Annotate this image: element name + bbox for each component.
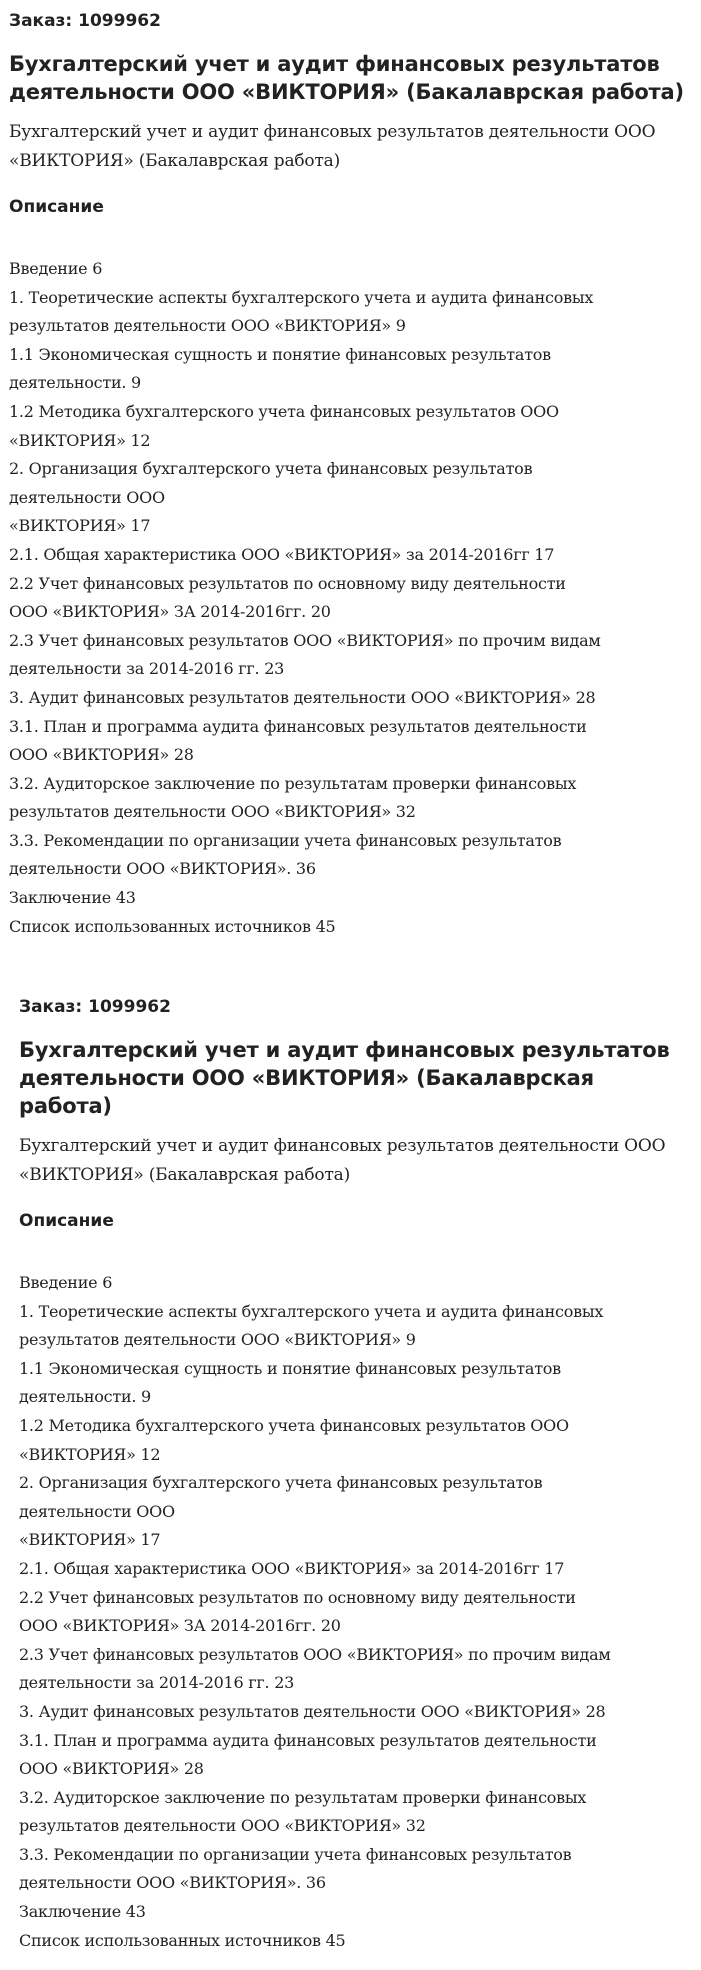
toc-line: деятельности ООО (19, 1501, 175, 1521)
toc-line: 1. Теоретические аспекты бухгалтерского учета и аудита финансовых (19, 1301, 604, 1321)
toc-line: 1.1 Экономическая сущность и понятие финансовых результатов (19, 1358, 561, 1378)
toc-line: 3.1. План и программа аудита финансовых результатов деятельности (9, 716, 587, 736)
toc-line: 2.3 Учет финансовых результатов ООО «ВИКТОРИЯ» по прочим видам (9, 630, 601, 650)
toc-line: «ВИКТОРИЯ» 17 (19, 1530, 161, 1550)
toc-line: «ВИКТОРИЯ» 17 (9, 516, 151, 536)
toc-line: деятельности за 2014-2016 гг. 23 (19, 1673, 295, 1693)
toc-line: 3.3. Рекомендации по организации учета финансовых результатов (9, 830, 562, 850)
toc-line: результатов деятельности ООО «ВИКТОРИЯ» 9 (19, 1330, 416, 1350)
order-card-2 (0, 996, 701, 1955)
toc-line: Список использованных источников 45 (9, 916, 336, 936)
toc-line: 1.1 Экономическая сущность и понятие финансовых результатов (9, 344, 551, 364)
work-subtitle: Бухгалтерский учет и аудит финансовых результатов деятельности ООО «ВИКТОРИЯ» (Бакалаврская работа) (9, 122, 656, 171)
order-number: Заказ: 1099962 (9, 11, 161, 31)
toc-line: 3. Аудит финансовых результатов деятельности ООО «ВИКТОРИЯ» 28 (19, 1701, 606, 1721)
toc-line: деятельности ООО «ВИКТОРИЯ». 36 (19, 1873, 326, 1893)
toc-line: 1.2 Методика бухгалтерского учета финансовых результатов ООО (9, 401, 559, 421)
work-title[interactable]: Бухгалтерский учет и аудит финансовых результатов деятельности ООО «ВИКТОРИЯ» (Бакалаврская работа) (9, 52, 684, 104)
toc-line: 2.3 Учет финансовых результатов ООО «ВИКТОРИЯ» по прочим видам (19, 1644, 611, 1664)
toc-line: ООО «ВИКТОРИЯ» 28 (9, 745, 194, 765)
table-of-contents (19, 1269, 691, 1955)
work-subtitle: Бухгалтерский учет и аудит финансовых результатов деятельности ООО «ВИКТОРИЯ» (Бакалаврская работа) (19, 1136, 666, 1185)
toc-line: результатов деятельности ООО «ВИКТОРИЯ» 32 (19, 1816, 426, 1836)
toc-line: 1. Теоретические аспекты бухгалтерского учета и аудита финансовых (9, 287, 594, 307)
toc-line: 2.2 Учет финансовых результатов по основному виду деятельности (9, 573, 566, 593)
toc-line: ООО «ВИКТОРИЯ» ЗА 2014-2016гг. 20 (9, 602, 331, 622)
toc-line: 1.2 Методика бухгалтерского учета финансовых результатов ООО (19, 1415, 569, 1435)
toc-line: 3.3. Рекомендации по организации учета финансовых результатов (19, 1844, 572, 1864)
toc-line: 2. Организация бухгалтерского учета финансовых результатов (19, 1473, 543, 1493)
toc-line: 3.1. План и программа аудита финансовых результатов деятельности (19, 1730, 597, 1750)
description-heading: Описание (9, 197, 104, 217)
toc-line: деятельности ООО (9, 487, 165, 507)
toc-line: Введение 6 (19, 1273, 113, 1292)
toc-line: Введение 6 (9, 259, 103, 278)
toc-line: деятельности ООО «ВИКТОРИЯ». 36 (9, 859, 316, 879)
toc-line: «ВИКТОРИЯ» 12 (19, 1444, 161, 1464)
toc-line: 2.1. Общая характеристика ООО «ВИКТОРИЯ» за 2014-2016гг 17 (19, 1558, 565, 1578)
toc-line: 3.2. Аудиторское заключение по результатам проверки финансовых (19, 1787, 587, 1807)
toc-line: результатов деятельности ООО «ВИКТОРИЯ» 9 (9, 316, 406, 336)
description-heading: Описание (19, 1211, 114, 1231)
toc-line: деятельности за 2014-2016 гг. 23 (9, 659, 285, 679)
toc-line: 3. Аудит финансовых результатов деятельности ООО «ВИКТОРИЯ» 28 (9, 687, 596, 707)
toc-line: Заключение 43 (19, 1902, 146, 1922)
toc-line: 2. Организация бухгалтерского учета финансовых результатов (9, 459, 533, 479)
toc-line: ООО «ВИКТОРИЯ» ЗА 2014-2016гг. 20 (19, 1616, 341, 1636)
toc-line: Список использованных источников 45 (19, 1930, 346, 1950)
work-title[interactable]: Бухгалтерский учет и аудит финансовых результатов деятельности ООО «ВИКТОРИЯ» (Бакалаврская работа) (19, 1038, 670, 1118)
order-number: Заказ: 1099962 (19, 997, 171, 1017)
toc-line: 2.2 Учет финансовых результатов по основному виду деятельности (19, 1587, 576, 1607)
toc-line: деятельности. 9 (19, 1387, 151, 1407)
toc-line: «ВИКТОРИЯ» 12 (9, 430, 151, 450)
toc-line: 3.2. Аудиторское заключение по результатам проверки финансовых (9, 773, 577, 793)
toc-line: результатов деятельности ООО «ВИКТОРИЯ» 32 (9, 802, 416, 822)
toc-line: 2.1. Общая характеристика ООО «ВИКТОРИЯ» за 2014-2016гг 17 (9, 544, 555, 564)
order-card-1 (0, 0, 701, 941)
toc-line: ООО «ВИКТОРИЯ» 28 (19, 1759, 204, 1779)
toc-line: деятельности. 9 (9, 373, 141, 393)
toc-line: Заключение 43 (9, 888, 136, 908)
table-of-contents (9, 255, 693, 941)
